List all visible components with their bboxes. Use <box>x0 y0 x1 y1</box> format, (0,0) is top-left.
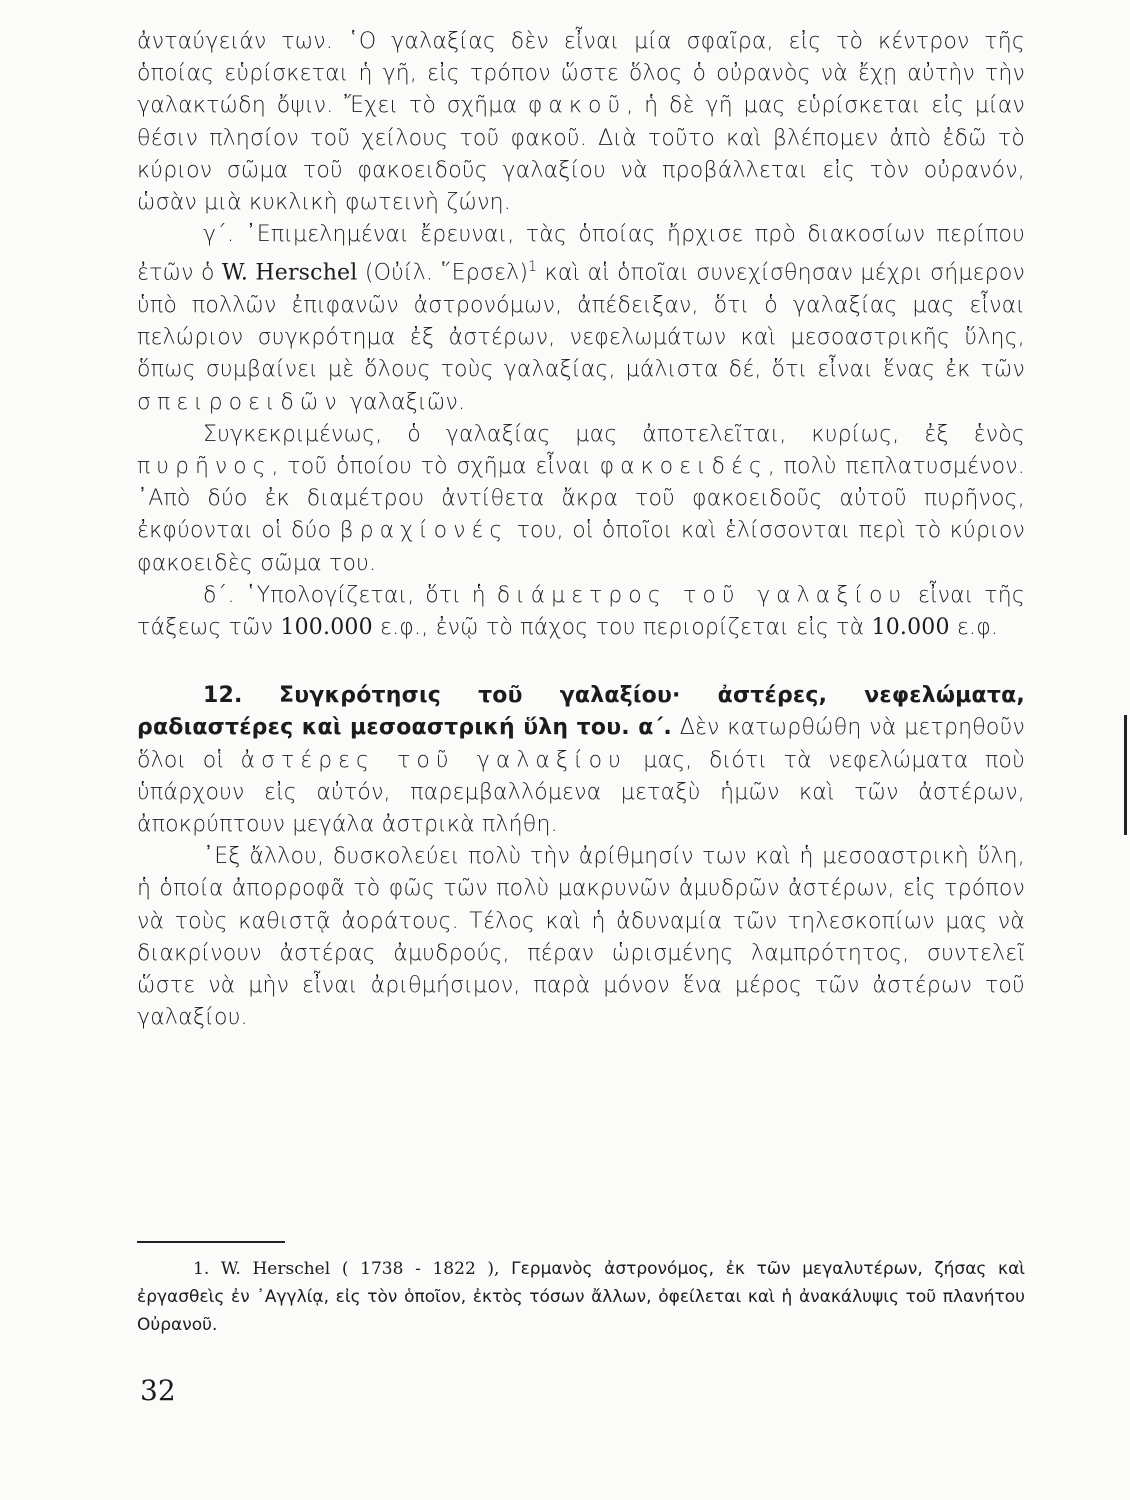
page-number: 32 <box>140 1374 176 1407</box>
herschel-name: W. Herschel <box>221 260 358 286</box>
page-body <box>137 26 1025 1034</box>
section-title: Συγκρότησις τοῦ γαλαξίου· ἀστέρες, νεφελώματα, ραδιαστέρες καὶ μεσοαστρική ὕλη του. α΄. <box>137 683 1025 741</box>
section-12: 12. Συγκρότησις τοῦ γαλαξίου· ἀστέρες, νεφελώματα, ραδιαστέρες καὶ μεσοαστρική ὕλη του. α΄. Δὲν κατωρθώθη νὰ μετρηθοῦν ὅλοι οἱ ἀστέρες τοῦ γαλαξίου μας, διότι τὰ νεφελώματα ποὺ ὑπάρχουν εἰς αὐτόν, παρεμβαλλόμενα μεταξὺ ἡμῶν καὶ τῶν ἀστέρων, ἀποκρύπτουν μεγάλα ἀστρικὰ πλήθη. <box>137 683 1025 837</box>
paragraph-1: ἀνταύγειάν των. ῾Ο γαλαξίας δὲν εἶναι μία σφαῖρα, εἰς τὸ κέντρον τῆς ὁποίας εὑρίσκεται ἡ γῆ, εἰς τρόπον ὥστε ὅλος ὁ οὐρανὸς νὰ ἔχῃ αὐτὴν τὴν γαλακτώδη ὄψιν. Ἔχει τὸ σχῆμα φακοῦ, ἡ δὲ γῆ μας εὑρίσκεται εἰς μίαν θέσιν πλησίον τοῦ χείλους τοῦ φακοῦ. Διὰ τοῦτο καὶ βλέπομεν ἀπὸ ἐδῶ τὸ κύριον σῶμα τοῦ φακοειδοῦς γαλαξίου νὰ προβάλλεται εἰς τὸν οὐρανόν, ὡσὰν μιὰ κυκλικὴ φωτεινὴ ζώνη. <box>137 29 1025 216</box>
paragraph-2: γ΄. ᾿Επιμελημέναι ἔρευναι, τὰς ὁποίας ἤρχισε πρὸ διακοσίων περίπου ἐτῶν ὁ W. Herschel (Οὐίλ. ῞Ερσελ)$^1$ καὶ αἱ ὁποῖαι συνεχίσθησαν μέχρι σήμερον ὑπὸ πολλῶν ἐπιφανῶν ἀστρονόμων, ἀπέδειξαν, ὅτι ὁ γαλαξίας μας εἶναι πελώριον συγκρότημα ἐξ ἀστέρων, νεφελωμάτων καὶ μεσοαστρικῆς ὕλης, ὅπως συμβαίνει μὲ ὅλους τοὺς γαλαξίας, μάλιστα δέ, ὅτι εἶναι ἕνας ἐκ τῶν σπειροειδῶν γαλαξιῶν. <box>137 222 1025 415</box>
spaced-term: φακοῦ <box>527 93 627 119</box>
paragraph-3: Συγκεκριμένως, ὁ γαλαξίας μας ἀποτελεῖται, κυρίως, ἐξ ἑνὸς πυρῆνος, τοῦ ὁποίου τὸ σχῆμα εἶναι φακοειδές, πολὺ πεπλατυσμένον. ᾿Απὸ δύο ἐκ διαμέτρου ἀντίθετα ἄκρα τοῦ φακοειδοῦς αὐτοῦ πυρῆνος, ἐκφύονται οἱ δύο βραχίονές του, οἱ ὁποῖοι καὶ ἑλίσσονται περὶ τὸ κύριον φακοειδὲς σῶμα του. <box>137 421 1026 576</box>
paragraph-4: δ΄. ῾Υπολογίζεται, ὅτι ἡ διάμετρος τοῦ γαλαξίου εἶναι τῆς τάξεως τῶν 100.000 ε.φ., ἐνῷ τὸ πάχος του περιορίζεται εἰς τὰ 10.000 ε.φ. <box>137 582 1026 640</box>
spaced-term: σπειροειδῶν <box>137 389 343 415</box>
margin-mark <box>1124 715 1127 835</box>
spaced-term: ἀστέρες τοῦ γαλαξίου <box>240 747 627 773</box>
spaced-term: διάμετρος τοῦ γαλαξίου <box>496 582 908 608</box>
footnote-ref: 1 <box>528 259 538 276</box>
spaced-term: βραχίονές <box>339 518 509 544</box>
footnote: 1. W. Herschel ( 1738 - 1822 ), Γερμανὸς ἀστρονόμος, ἐκ τῶν μεγαλυτέρων, ζήσας καὶ ἐργασθεὶς ἐν ᾿Αγγλίᾳ, εἰς τὸν ὁποῖον, ἐκτὸς τόσων ἄλλων, ὀφείλεται καὶ ἡ ἀνακάλυψις τοῦ πλανήτου Οὐρανοῦ. <box>137 1259 1026 1335</box>
footnote-rule <box>137 1241 285 1243</box>
paragraph-6: ᾿Εξ ἄλλου, δυσκολεύει πολὺ τὴν ἀρίθμησίν των καὶ ἡ μεσοαστρικὴ ὕλη, ἡ ὁποία ἀπορροφᾶ τὸ φῶς τῶν πολὺ μακρυνῶν ἀμυδρῶν ἀστέρων, εἰς τρόπον νὰ τοὺς καθιστᾷ ἀοράτους. Τέλος καὶ ἡ ἀδυναμία τῶν τηλεσκοπίων μας νὰ διακρίνουν ἀστέρας ἀμυδρούς, πέραν ὡρισμένης λαμπρότητος, συντελεῖ ὥστε νὰ μὴν εἶναι ἀριθμήσιμον, παρὰ μόνον ἕνα μέρος τῶν ἀστέρων τοῦ γαλαξίου. <box>137 844 1025 1031</box>
spaced-term: φακοειδές <box>599 453 768 479</box>
spaced-term: πυρῆνος <box>137 453 272 479</box>
section-number: 12. <box>203 683 243 709</box>
